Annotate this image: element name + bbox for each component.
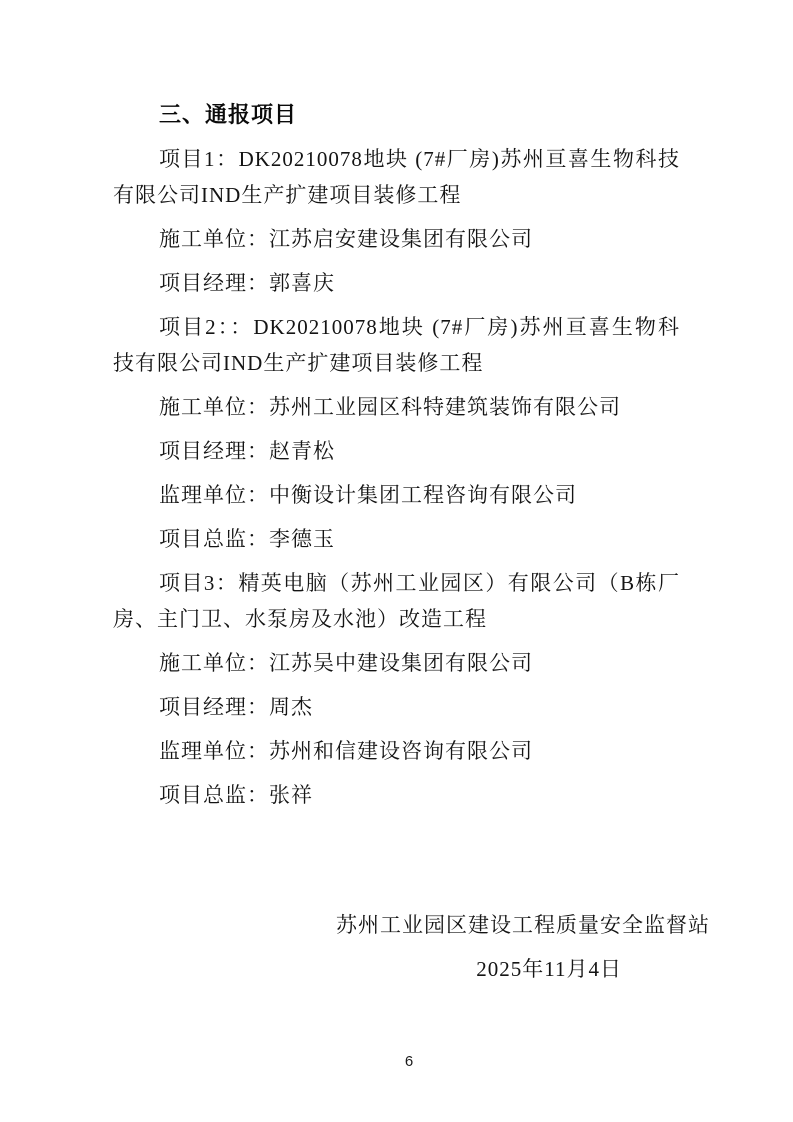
project-3-supervision-unit: 监理单位：苏州和信建设咨询有限公司 — [159, 739, 533, 763]
page-number: 6 — [404, 1053, 414, 1070]
project-3-title: 项目3：精英电脑（苏州工业园区）有限公司（B栋厂房、主门卫、水泵房及水池）改造工程 — [113, 571, 680, 631]
section-heading: 三、通报项目 — [159, 102, 298, 127]
project-2-title: 项目2：：DK20210078地块 (7#厂房)苏州亘喜生物科技有限公司IND生产扩建项目装修工程 — [113, 315, 680, 375]
project-3-manager: 项目经理：周杰 — [159, 695, 313, 719]
document-body — [113, 97, 680, 821]
project-3-contractor: 施工单位：江苏吴中建设集团有限公司 — [159, 651, 533, 675]
issuing-organization: 苏州工业园区建设工程质量安全监督站 — [336, 913, 710, 937]
project-2-supervision-unit: 监理单位：中衡设计集团工程咨询有限公司 — [159, 483, 577, 507]
project-1-title: 项目1：DK20210078地块 (7#厂房)苏州亘喜生物科技有限公司IND生产扩建项目装修工程 — [113, 147, 680, 207]
project-2-manager: 项目经理：赵青松 — [159, 439, 335, 463]
project-1-contractor: 施工单位：江苏启安建设集团有限公司 — [159, 227, 533, 251]
project-2-chief-supervisor: 项目总监：李德玉 — [159, 527, 335, 551]
issue-date: 2025年11月4日 — [476, 957, 622, 981]
project-1-manager: 项目经理：郭喜庆 — [159, 271, 335, 295]
project-2-contractor: 施工单位：苏州工业园区科特建筑装饰有限公司 — [159, 395, 621, 419]
project-3-chief-supervisor: 项目总监：张祥 — [159, 783, 313, 807]
signature-block — [0, 907, 793, 987]
